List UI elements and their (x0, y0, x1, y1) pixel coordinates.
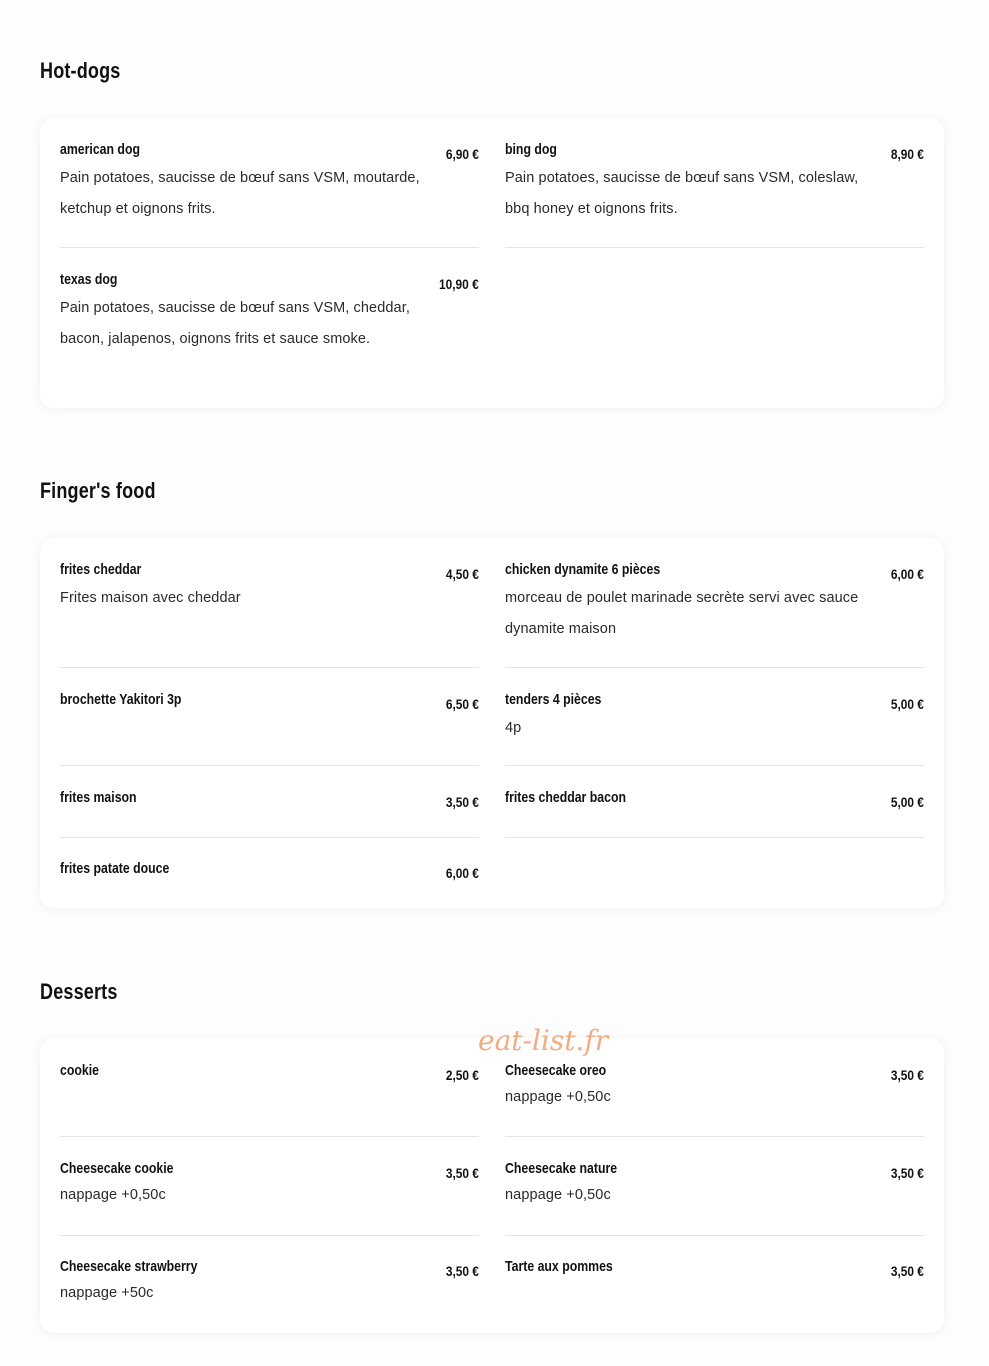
item-name: frites cheddar (60, 561, 142, 578)
divider (505, 765, 924, 766)
item-name: Cheesecake cookie (60, 1160, 174, 1177)
item-description: nappage +0,50c (505, 1187, 611, 1203)
menu-item[interactable] (505, 139, 924, 225)
divider (505, 837, 924, 838)
item-name: frites patate douce (60, 860, 170, 877)
menu-item[interactable] (505, 787, 924, 810)
item-description: Frites maison avec cheddar (60, 590, 241, 606)
item-description: Pain potatoes, saucisse de bœuf sans VSM, cheddar, bacon, jalapenos, oignons frits et sauce smoke. (60, 300, 410, 347)
item-name: Cheesecake strawberry (60, 1258, 198, 1275)
watermark: eat-list.fr (478, 1024, 609, 1057)
item-name: chicken dynamite 6 pièces (505, 561, 661, 578)
divider (60, 765, 479, 766)
divider (505, 1235, 924, 1236)
divider (505, 1136, 924, 1137)
divider (505, 247, 924, 248)
menu-item[interactable] (505, 1256, 924, 1279)
divider (505, 667, 924, 668)
item-description: morceau de poulet marinade secrète servi avec sauce dynamite maison (505, 590, 859, 637)
item-description: nappage +0,50c (505, 1089, 611, 1105)
item-price: 3,50 € (445, 1263, 479, 1279)
item-price: 5,00 € (890, 794, 924, 810)
item-description: nappage +50c (60, 1285, 154, 1301)
item-price: 6,00 € (445, 865, 479, 881)
item-name: cookie (60, 1062, 99, 1079)
item-description: Pain potatoes, saucisse de bœuf sans VSM, moutarde, ketchup et oignons frits. (60, 170, 420, 217)
divider (60, 667, 479, 668)
item-price: 10,90 € (439, 276, 479, 292)
menu-item[interactable] (60, 689, 479, 712)
item-name: american dog (60, 141, 140, 158)
section-title-fingers-food: Finger's food (40, 478, 156, 503)
item-price: 3,50 € (890, 1067, 924, 1083)
section-title-hotdogs: Hot-dogs (40, 58, 121, 83)
item-name: frites maison (60, 789, 137, 806)
menu-item[interactable] (60, 858, 479, 881)
menu-item[interactable] (60, 1060, 479, 1083)
divider (60, 1235, 479, 1236)
item-name: texas dog (60, 271, 118, 288)
item-price: 6,90 € (445, 146, 479, 162)
divider (60, 837, 479, 838)
item-description: Pain potatoes, saucisse de bœuf sans VSM, coleslaw, bbq honey et oignons frits. (505, 170, 859, 217)
item-price: 3,50 € (445, 794, 479, 810)
menu-item[interactable] (60, 1158, 479, 1208)
item-name: Tarte aux pommes (505, 1258, 613, 1275)
item-price: 8,90 € (890, 146, 924, 162)
item-price: 6,00 € (890, 566, 924, 582)
menu-item[interactable] (505, 1060, 924, 1110)
item-price: 4,50 € (445, 566, 479, 582)
menu-item[interactable] (505, 559, 924, 645)
menu-item[interactable] (60, 139, 479, 225)
item-price: 2,50 € (445, 1067, 479, 1083)
item-name: frites cheddar bacon (505, 789, 626, 806)
menu-item[interactable] (60, 559, 479, 614)
item-name: brochette Yakitori 3p (60, 691, 182, 708)
menu-item[interactable] (505, 1158, 924, 1208)
item-price: 3,50 € (445, 1165, 479, 1181)
menu-item[interactable] (60, 787, 479, 810)
menu-item[interactable] (505, 689, 924, 744)
menu-item[interactable] (60, 1256, 479, 1306)
item-description: nappage +0,50c (60, 1187, 166, 1203)
item-price: 6,50 € (445, 696, 479, 712)
item-price: 3,50 € (890, 1263, 924, 1279)
item-price: 3,50 € (890, 1165, 924, 1181)
item-name: bing dog (505, 141, 557, 158)
item-price: 5,00 € (890, 696, 924, 712)
divider (60, 247, 479, 248)
menu-item[interactable] (60, 269, 479, 355)
item-description: 4p (505, 720, 522, 736)
item-name: tenders 4 pièces (505, 691, 602, 708)
section-title-desserts: Desserts (40, 979, 118, 1004)
item-name: Cheesecake oreo (505, 1062, 607, 1079)
item-name: Cheesecake nature (505, 1160, 618, 1177)
divider (60, 1136, 479, 1137)
